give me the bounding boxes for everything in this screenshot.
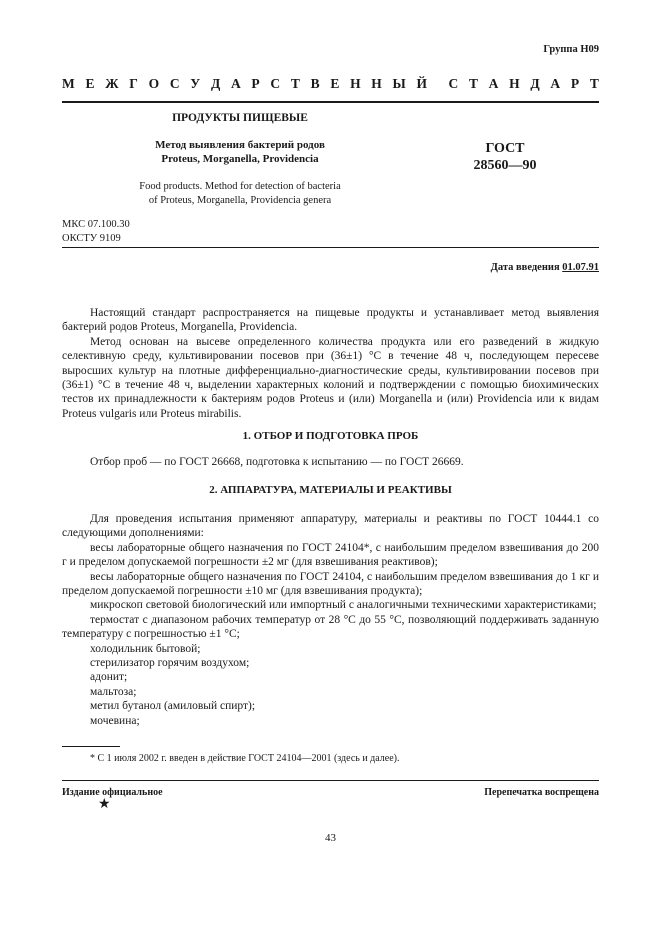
banner-letter: Т (589, 76, 599, 91)
banner-letter: Д (210, 76, 221, 91)
banner-letter: А (230, 76, 241, 91)
banner-letter: Ы (392, 76, 406, 91)
banner-letter: Н (371, 76, 382, 91)
banner-letter: Т (290, 76, 300, 91)
equipment-list-item: метил бутанол (амиловый спирт); (90, 700, 256, 713)
banner-letter: А (488, 76, 499, 91)
method-title-line1: Метод выявления бактерий родов (155, 139, 325, 151)
banner-letter: Ж (105, 76, 119, 91)
banner-letter: С (448, 76, 459, 91)
okstu-code: ОКСТУ 9109 (62, 233, 121, 244)
banner-letter: С (169, 76, 180, 91)
footnote: * С 1 июля 2002 г. введен в действие ГОСТ 24104—2001 (здесь и далее). (90, 753, 400, 764)
banner-letter: В (310, 76, 320, 91)
banner-letter: А (550, 76, 561, 91)
equipment-list-item: мочевина; (90, 714, 140, 727)
interstate-standard-banner (62, 76, 599, 92)
introduction-date-label: Дата введения (490, 262, 560, 273)
star-icon: ★ (98, 797, 111, 812)
english-title-line2: of Proteus, Morganella, Providencia genera (148, 195, 332, 206)
equipment-list-item: стерилизатор горячим воздухом; (90, 657, 250, 670)
official-edition-label: Издание официальное (62, 787, 163, 798)
banner-letter: С (270, 76, 281, 91)
page-number: 43 (325, 832, 336, 844)
section-2-text (62, 512, 599, 728)
banner-letter: Й (416, 76, 428, 91)
gost-number: 28560—90 (473, 158, 537, 173)
english-title (120, 180, 360, 208)
banner-letter: Т (468, 76, 478, 91)
banner-letter: У (190, 76, 201, 91)
footnote-rule (62, 746, 120, 747)
section-2-paragraph-3: весы лабораторные общего назначения по ГОСТ 24104, с наибольшим пределом взвешивания до 1 кг и пределом допускаемой погрешности ±10 мг (для взвешивания продукта); (62, 570, 599, 598)
banner-letter: Е (330, 76, 340, 91)
gost-label: ГОСТ (485, 141, 525, 156)
section-2-paragraph-1: Для проведения испытания применяют аппаратуру, материалы и реактивы по ГОСТ 10444.1 со следующими дополнениями: (62, 513, 599, 540)
gost-designation (465, 140, 545, 174)
header-rule (62, 101, 599, 103)
english-title-line1: Food products. Method for detection of bacteria (139, 181, 341, 192)
intro-paragraph-1: Настоящий стандарт распространяется на пищевые продукты и устанавливает метод выявления бактерий родов Proteus, Morganella, Providencia. (62, 307, 599, 334)
introduction-text (62, 306, 599, 421)
banner-letter: Р (251, 76, 260, 91)
banner-letter: М (62, 76, 75, 91)
title-block-rule (62, 247, 599, 248)
section-1-heading: 1. ОТБОР И ПОДГОТОВКА ПРОБ (242, 430, 419, 442)
footer-rule (62, 780, 599, 781)
method-title-line2: Proteus, Morganella, Providencia (161, 153, 319, 165)
equipment-list-item: холодильник бытовой; (90, 642, 201, 655)
banner-letter: Г (129, 76, 138, 91)
banner-letter: Е (85, 76, 95, 91)
banner-letter: Д (530, 76, 540, 91)
mks-code: МКС 07.100.30 (62, 219, 130, 230)
equipment-list-item: адонит; (90, 671, 128, 684)
classification-codes (62, 218, 130, 246)
banner-letter: Р (570, 76, 580, 91)
section-2-paragraph-5: термостат с диапазоном рабочих температур от 28 °С до 55 °С, позволяющий поддерживать заданную температуру с погрешностью ±1 °С; (62, 613, 599, 641)
section-2-paragraph-2: весы лабораторные общего назначения по ГОСТ 24104*, с наибольшим пределом взвешивания до 200 г и пределом допускаемой погрешности ±2 мг (для взвешивания реактивов); (62, 541, 599, 569)
classification-group: Группа Н09 (543, 44, 599, 55)
introduction-date-value: 01.07.91 (562, 262, 599, 273)
banner-letter: О (148, 76, 160, 91)
banner-letter: Н (509, 76, 520, 91)
method-title (125, 138, 355, 166)
banner-letter: Н (350, 76, 361, 91)
standard-title: ПРОДУКТЫ ПИЩЕВЫЕ (172, 112, 308, 124)
section-2-paragraph-4: микроскоп световой биологический или импортный с аналогичными техническими характеристиками; (90, 599, 597, 612)
introduction-date (491, 262, 599, 273)
section-1-text (62, 455, 599, 469)
section-1-paragraph: Отбор проб — по ГОСТ 26668, подготовка к испытанию — по ГОСТ 26669. (90, 456, 464, 468)
intro-paragraph-2: Метод основан на высеве определенного количества продукта или его разведений в жидкую селективную среду, культивировании посевов при (36±1) °С в течение 48 ч, последующем пересеве выросших культур на плотные дифференциально-диагностические среды, культивировании посевов при (36±1) °С в течение 48 ч, выделении характерных колоний и подтверждении с помощью биохимических тестов их принадлежности к бактериям родов Proteus и (или) Morganella и (или) Providencia или к видам Proteus vulgaris или Proteus mirabilis. (62, 335, 599, 420)
equipment-list-item: мальтоза; (90, 685, 137, 698)
section-2-heading: 2. АППАРАТУРА, МАТЕРИАЛЫ И РЕАКТИВЫ (209, 484, 452, 496)
reprint-prohibited-label: Перепечатка воспрещена (484, 787, 599, 798)
